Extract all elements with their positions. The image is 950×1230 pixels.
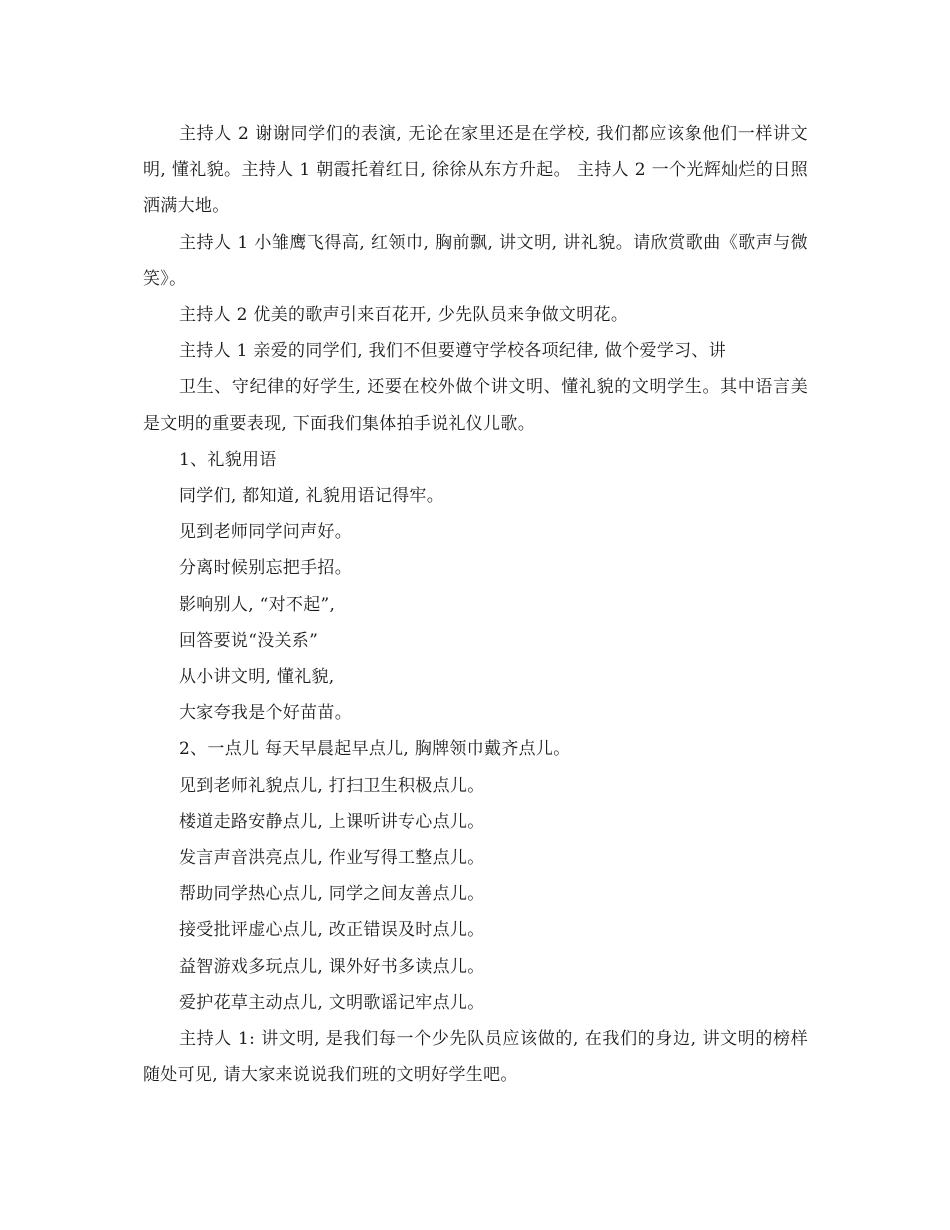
verse-line: 见到老师礼貌点儿, 打扫卫生积极点儿。 (179, 775, 485, 796)
verse-line: 见到老师同学问声好。 (179, 522, 352, 543)
paragraph-host1-intro: 主持人 1 亲爱的同学们, 我们不但要遵守学校各项纪律, 做个爱学习、讲 (179, 341, 727, 362)
verse-line: 分离时候别忘把手招。 (179, 558, 352, 579)
verse-line: 爱护花草主动点儿, 文明歌谣记牢点儿。 (179, 992, 485, 1013)
section-heading-a-little-more: 2、一点儿 每天早晨起早点儿, 胸牌领巾戴齐点儿。 (179, 739, 571, 760)
verse-line: 发言声音洪亮点儿, 作业写得工整点儿。 (179, 848, 485, 869)
section-heading-polite-words: 1、礼貌用语 (179, 449, 277, 470)
verse-line: 从小讲文明, 懂礼貌, (179, 667, 335, 688)
verse-line: 益智游戏多玩点儿, 课外好书多读点儿。 (179, 956, 485, 977)
verse-line: 同学们, 都知道, 礼貌用语记得牢。 (179, 486, 445, 507)
paragraph-intro-continued: 卫生、守纪律的好学生, 还要在校外做个讲文明、懂礼貌的文明学生。其中语言美是文明的重要表现, 下面我们集体拍手说礼仪儿歌。 (143, 377, 808, 434)
verse-line: 回答要说“没关系” (179, 630, 319, 651)
paragraph-host2-thanks: 主持人 2 谢谢同学们的表演, 无论在家里还是在学校, 我们都应该象他们一样讲文明, 懂礼貌。主持人 1 朝霞托着红日, 徐徐从东方升起。 主持人 2 一个光辉灿烂的日照洒满大地。 (143, 124, 808, 217)
paragraph-host1-song: 主持人 1 小雏鹰飞得高, 红领巾, 胸前飘, 讲文明, 讲礼貌。请欣赏歌曲《歌声与微笑》。 (143, 232, 808, 289)
document-body (143, 116, 808, 1093)
verse-line: 帮助同学热心点儿, 同学之间友善点儿。 (179, 884, 485, 905)
paragraph-host1-closing: 主持人 1: 讲文明, 是我们每一个少先队员应该做的, 在我们的身边, 讲文明的榜样随处可见, 请大家来说说我们班的文明好学生吧。 (143, 1029, 808, 1086)
paragraph-host2-flowers: 主持人 2 优美的歌声引来百花开, 少先队员来争做文明花。 (179, 305, 629, 326)
verse-line: 大家夸我是个好苗苗。 (179, 703, 352, 724)
verse-line: 影响别人, “对不起”, (179, 594, 336, 615)
verse-line: 接受批评虚心点儿, 改正错误及时点儿。 (179, 920, 485, 941)
verse-line: 楼道走路安静点儿, 上课听讲专心点儿。 (179, 811, 485, 832)
